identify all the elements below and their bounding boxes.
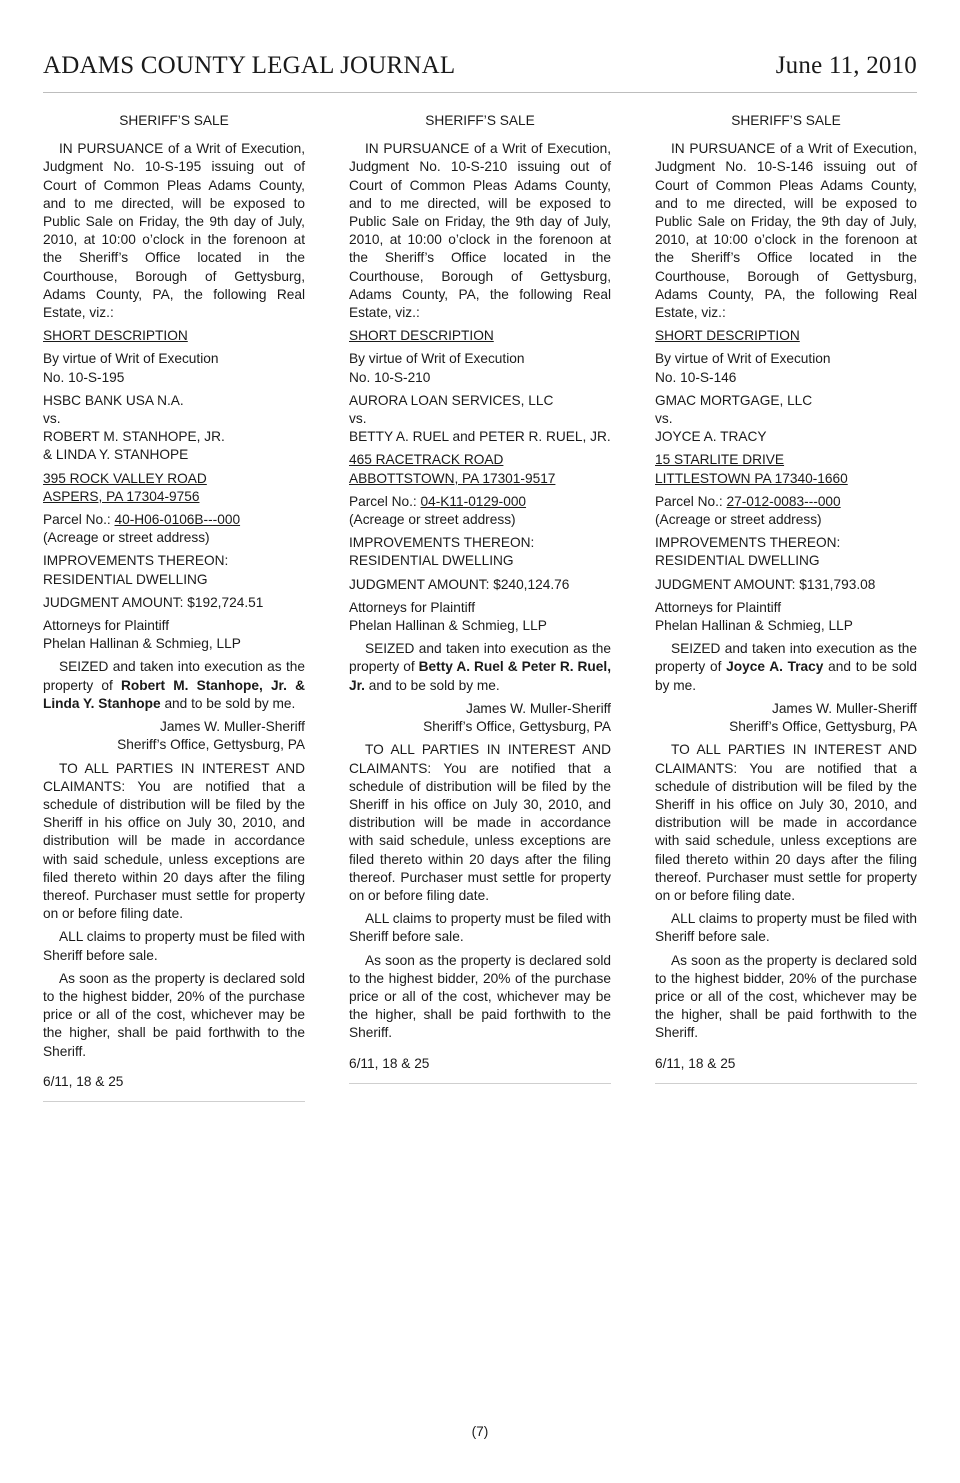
sheriff-office: Sheriff’s Office, Gettysburg, PA [117,737,305,753]
improvements-value: RESIDENTIAL DWELLING [43,571,208,587]
writ-number: No. 10-S-195 [43,369,125,385]
sheriff-signature [349,700,611,736]
parcel-number: 04-K11-0129-000 [420,493,527,509]
acreage-note: (Acreage or street address) [43,530,210,546]
attorneys-label: Attorneys for Plaintiff [43,618,170,634]
versus: vs. [349,411,367,427]
versus: vs. [655,411,673,427]
notice-title: SHERIFF’S SALE [119,113,229,128]
defendant-secondary: & LINDA Y. STANHOPE [43,447,189,463]
sheriff-name: James W. Muller-Sheriff [771,700,917,716]
notice-title: SHERIFF’S SALE [731,113,841,128]
plaintiff: HSBC BANK USA N.A. [43,392,184,408]
notice-column-1 [43,112,305,1102]
short-description-label: SHORT DESCRIPTION [349,328,494,344]
attorneys-block [655,599,917,635]
address-street: 465 RACETRACK ROAD [349,452,504,468]
parcel-number: 40-H06-0106B---000 [114,512,241,528]
seized-text-end: and to be sold by me. [655,659,917,693]
notice-divider [655,1083,917,1084]
notice-column-2 [349,112,611,1084]
notice-intro: IN PURSUANCE of a Writ of Execution, Judgment No. 10-S-210 issuing out of Court of Common Pleas Adams County, and to me directed, will be exposed to Public Sale on Friday, the 9th day of July, 2010, at 10:00 o’clock in the forenoon at the Sheriff’s Office located in the Courthouse, Borough of Gettysburg, Adams County, PA, the following Real Estate, viz.: [349,141,611,321]
writ-number: No. 10-S-146 [655,369,737,385]
plaintiff: GMAC MORTGAGE, LLC [655,392,813,408]
seized-paragraph [349,640,611,695]
payment-notice: As soon as the property is declared sold to the highest bidder, 20% of the purchase price or all of the cost, whichever may be the higher, shall be paid forthwith to the Sheriff. [43,970,305,1059]
claims-notice: ALL claims to property must be filed with Sheriff before sale. [43,929,305,963]
parcel-block [655,493,917,529]
property-address [349,451,611,487]
notice-divider [43,1101,305,1102]
page-number: (7) [471,1424,489,1439]
payment-notice: As soon as the property is declared sold to the highest bidder, 20% of the purchase price or all of the cost, whichever may be the higher, shall be paid forthwith to the Sheriff. [349,952,611,1041]
property-address [655,451,917,487]
publication-title: ADAMS COUNTY LEGAL JOURNAL [43,52,456,79]
attorneys-block [349,599,611,635]
parcel-label: Parcel No.: [655,493,727,509]
publication-dates: 6/11, 18 & 25 [349,1055,430,1071]
defendant: ROBERT M. STANHOPE, JR. [43,429,225,445]
seized-text-end: and to be sold by me. [160,695,296,711]
sheriff-signature [655,700,917,736]
parties-notice: TO ALL PARTIES IN INTEREST AND CLAIMANTS: You are notified that a schedule of distribution will be filed by the Sheriff in his office on July 30, 2010, and distribution will be made in accordance with said schedule, unless exceptions are filed thereto within 20 days after the filing thereof. Purchaser must settle for property on or before filing date. [655,742,917,903]
improvements-block [43,552,305,588]
writ-block [43,350,305,386]
judgment-amount: JUDGMENT AMOUNT: $240,124.76 [349,576,570,592]
parcel-number: 27-012-0083---000 [726,493,841,509]
property-owner: Betty A. Ruel & Peter R. Ruel, Jr. [349,659,611,693]
notice-column-3 [655,112,917,1084]
writ-line: By virtue of Writ of Execution [349,351,525,367]
seized-text-end: and to be sold by me. [365,677,500,693]
improvements-label: IMPROVEMENTS THEREON: [43,553,229,569]
payment-notice: As soon as the property is declared sold to the highest bidder, 20% of the purchase price or all of the cost, whichever may be the higher, shall be paid forthwith to the Sheriff. [655,952,917,1041]
short-description-label: SHORT DESCRIPTION [655,328,800,344]
property-owner: Robert M. Stanhope, Jr. & Linda Y. Stanhope [43,677,305,711]
improvements-block [655,534,917,570]
writ-block [655,350,917,386]
attorneys-label: Attorneys for Plaintiff [655,599,782,615]
address-street: 395 ROCK VALLEY ROAD [43,470,207,486]
property-owner: Joyce A. Tracy [726,659,824,675]
notice-intro: IN PURSUANCE of a Writ of Execution, Judgment No. 10-S-146 issuing out of Court of Common Pleas Adams County, and to me directed, will be exposed to Public Sale on Friday, the 9th day of July, 2010, at 10:00 o’clock in the forenoon at the Sheriff’s Office located in the Courthouse, Borough of Gettysburg, Adams County, PA, the following Real Estate, viz.: [655,141,917,321]
notice-title: SHERIFF’S SALE [425,113,535,128]
judgment-amount: JUDGMENT AMOUNT: $192,724.51 [43,594,264,610]
notice-divider [349,1083,611,1084]
defendant: BETTY A. RUEL and PETER R. RUEL, JR. [349,429,611,445]
short-description-label: SHORT DESCRIPTION [43,328,188,344]
sheriff-signature [43,718,305,754]
parcel-line [655,493,917,511]
improvements-label: IMPROVEMENTS THEREON: [655,535,841,551]
sheriff-name: James W. Muller-Sheriff [159,719,305,735]
sheriff-office: Sheriff’s Office, Gettysburg, PA [729,719,917,735]
writ-line: By virtue of Writ of Execution [43,351,219,367]
attorneys-name: Phelan Hallinan & Schmieg, LLP [655,618,853,634]
parcel-block [43,511,305,547]
seized-text: SEIZED and taken into execution as the property of [43,659,305,693]
attorneys-label: Attorneys for Plaintiff [349,599,476,615]
property-address [43,470,305,506]
parcel-block [349,493,611,529]
judgment-amount: JUDGMENT AMOUNT: $131,793.08 [655,576,876,592]
address-city: ASPERS, PA 17304-9756 [43,488,200,504]
publication-dates: 6/11, 18 & 25 [43,1073,124,1089]
improvements-value: RESIDENTIAL DWELLING [655,553,820,569]
page-header [43,52,917,93]
improvements-label: IMPROVEMENTS THEREON: [349,535,535,551]
acreage-note: (Acreage or street address) [349,512,516,528]
defendant: JOYCE A. TRACY [655,429,767,445]
seized-text: SEIZED and taken into execution as the property of [349,641,611,675]
acreage-note: (Acreage or street address) [655,512,822,528]
parcel-line [43,511,305,529]
plaintiff: AURORA LOAN SERVICES, LLC [349,392,554,408]
publication-dates: 6/11, 18 & 25 [655,1055,736,1071]
parties-block [43,392,305,465]
parties-block [655,392,917,447]
parcel-label: Parcel No.: [349,493,421,509]
parties-notice: TO ALL PARTIES IN INTEREST AND CLAIMANTS: You are notified that a schedule of distribution will be filed by the Sheriff in his office on July 30, 2010, and distribution will be made in accordance with said schedule, unless exceptions are filed thereto within 20 days after the filing thereof. Purchaser must settle for property on or before filing date. [43,760,305,922]
notice-intro: IN PURSUANCE of a Writ of Execution, Judgment No. 10-S-195 issuing out of Court of Common Pleas Adams County, and to me directed, will be exposed to Public Sale on Friday, the 9th day of July, 2010, at 10:00 o’clock in the forenoon at the Sheriff’s Office located in the Courthouse, Borough of Gettysburg, Adams County, PA, the following Real Estate, viz.: [43,141,305,321]
versus: vs. [43,411,61,427]
seized-paragraph [655,640,917,695]
parcel-line [349,493,611,511]
seized-paragraph [43,658,305,713]
writ-number: No. 10-S-210 [349,369,431,385]
address-city: LITTLESTOWN PA 17340-1660 [655,470,848,486]
attorneys-name: Phelan Hallinan & Schmieg, LLP [43,636,241,652]
address-city: ABBOTTSTOWN, PA 17301-9517 [349,470,556,486]
seized-text: SEIZED and taken into execution as the property of [655,641,917,675]
attorneys-block [43,617,305,653]
claims-notice: ALL claims to property must be filed with Sheriff before sale. [655,911,917,945]
attorneys-name: Phelan Hallinan & Schmieg, LLP [349,618,547,634]
address-street: 15 STARLITE DRIVE [655,452,785,468]
improvements-block [349,534,611,570]
sheriff-office: Sheriff’s Office, Gettysburg, PA [423,719,611,735]
issue-date: June 11, 2010 [775,52,917,79]
parcel-label: Parcel No.: [43,512,115,528]
parties-notice: TO ALL PARTIES IN INTEREST AND CLAIMANTS: You are notified that a schedule of distribution will be filed by the Sheriff in his office on July 30, 2010, and distribution will be made in accordance with said schedule, unless exceptions are filed thereto within 20 days after the filing thereof. Purchaser must settle for property on or before filing date. [349,742,611,903]
parties-block [349,392,611,447]
writ-block [349,350,611,386]
sheriff-name: James W. Muller-Sheriff [465,700,611,716]
improvements-value: RESIDENTIAL DWELLING [349,553,514,569]
writ-line: By virtue of Writ of Execution [655,351,831,367]
claims-notice: ALL claims to property must be filed with Sheriff before sale. [349,911,611,945]
